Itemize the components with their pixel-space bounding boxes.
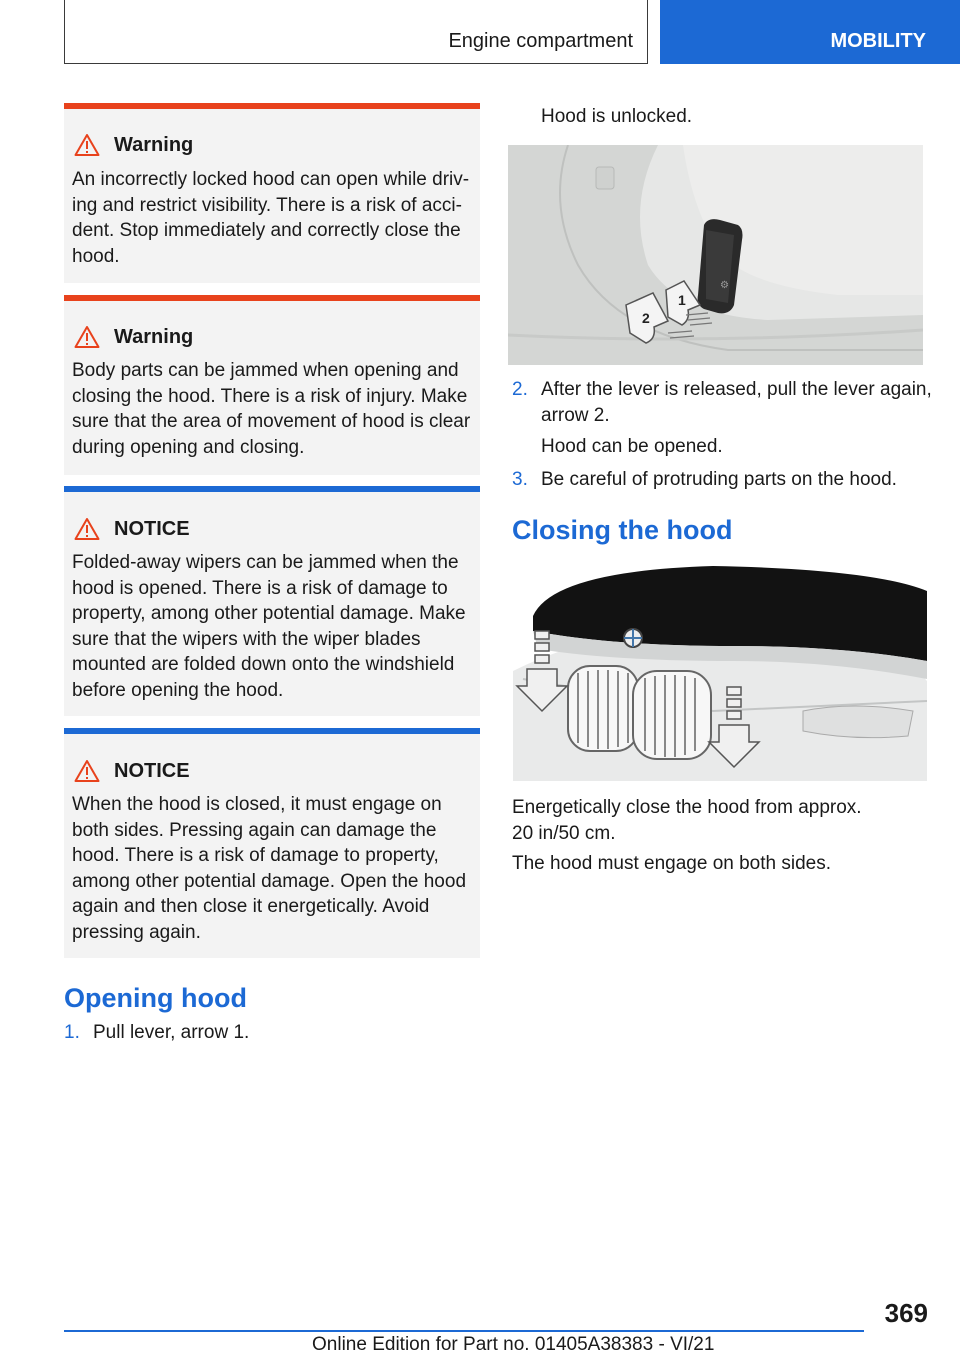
text-line: Folded-away wipers can be jammed when the [72, 552, 459, 573]
step-number: 1. [64, 1022, 80, 1043]
notice-text [72, 792, 472, 945]
text-line: sure that the area of movement of hood is clear [72, 411, 471, 432]
footer-edition: Online Edition for Part no. 01405A38383 - VI/21 [312, 1334, 715, 1355]
step-1-result: Hood is unlocked. [541, 106, 693, 127]
notice-text [72, 550, 472, 703]
notice-box [64, 486, 480, 716]
closing-instruction [512, 795, 862, 846]
step-text: Pull lever, arrow 1. [93, 1022, 250, 1043]
text-line: dent. Stop immediately and correctly close the [72, 220, 461, 241]
hood-lever-illustration [508, 145, 923, 365]
text-line: arrow 2. [541, 404, 610, 426]
warning-triangle-icon [74, 325, 100, 349]
header-section-tab [64, 0, 648, 64]
car-hood-closing-illustration [513, 561, 927, 781]
closing-hood-heading: Closing the hood [512, 515, 733, 545]
text-line: An incorrectly locked hood can open while driv- [72, 169, 470, 190]
page-number: 369 [884, 1298, 928, 1328]
text-line: before opening the hood. [72, 679, 284, 701]
closing-note: The hood must engage on both sides. [512, 853, 832, 874]
text-line: during opening and closing. [72, 436, 305, 458]
text-line: again and then close it energetically. Avoid [72, 896, 430, 917]
step-number: 2. [512, 379, 528, 400]
lever-symbol: ⚙ [720, 280, 729, 291]
text-line: property, among other potential damage. Make [72, 603, 466, 624]
warning-box [64, 103, 480, 283]
step-1 [64, 1020, 474, 1046]
step-2 [512, 377, 932, 429]
text-line: hood. There is a risk of damage to property, [72, 845, 439, 866]
warning-triangle-icon [74, 759, 100, 783]
text-line: Body parts can be jammed when opening and [72, 360, 459, 381]
notice-title: NOTICE [114, 517, 190, 540]
arrow-label-2: 2 [642, 310, 650, 326]
text-line: When the hood is closed, it must engage on [72, 794, 442, 815]
warning-text [72, 358, 472, 460]
text-line: mounted are folded down onto the windshield [72, 654, 455, 675]
footer-divider [64, 1330, 864, 1332]
step-text: Be careful of protruding parts on the hood. [541, 469, 897, 490]
step-2-result: Hood can be opened. [541, 436, 723, 457]
step-text [541, 377, 936, 428]
notice-box [64, 728, 480, 958]
text-line: hood is opened. There is a risk of damage to [72, 577, 448, 599]
notice-header [74, 517, 190, 541]
chapter-title: MOBILITY [830, 30, 926, 52]
warning-title: Warning [114, 325, 194, 348]
notice-title: NOTICE [114, 759, 190, 782]
text-line: sure that the wipers with the wiper blades [72, 628, 421, 650]
step-3 [512, 467, 932, 493]
warning-triangle-icon [74, 517, 100, 541]
opening-hood-heading: Opening hood [64, 983, 247, 1013]
warning-triangle-icon [74, 133, 100, 157]
text-line: 20 in/50 cm. [512, 822, 616, 844]
text-line: hood. [72, 245, 120, 267]
header-chapter-tab [660, 0, 960, 64]
text-line: closing the hood. There is a risk of injury. Make [72, 385, 468, 407]
warning-text [72, 167, 472, 269]
step-number: 3. [512, 469, 528, 490]
section-title: Engine compartment [448, 30, 633, 52]
text-line: After the lever is released, pull the lever again, [541, 379, 932, 400]
text-line: pressing again. [72, 921, 201, 943]
notice-header [74, 759, 190, 783]
text-line: both sides. Pressing again can damage the [72, 819, 437, 841]
warning-title: Warning [114, 133, 194, 156]
text-line: ing and restrict visibility. There is a risk of acci- [72, 194, 462, 216]
warning-header [74, 133, 193, 157]
text-line: Energetically close the hood from approx. [512, 797, 862, 818]
text-line: among other potential damage. Open the hood [72, 870, 467, 892]
warning-box [64, 295, 480, 475]
warning-header [74, 325, 193, 349]
arrow-label-1: 1 [678, 292, 686, 308]
